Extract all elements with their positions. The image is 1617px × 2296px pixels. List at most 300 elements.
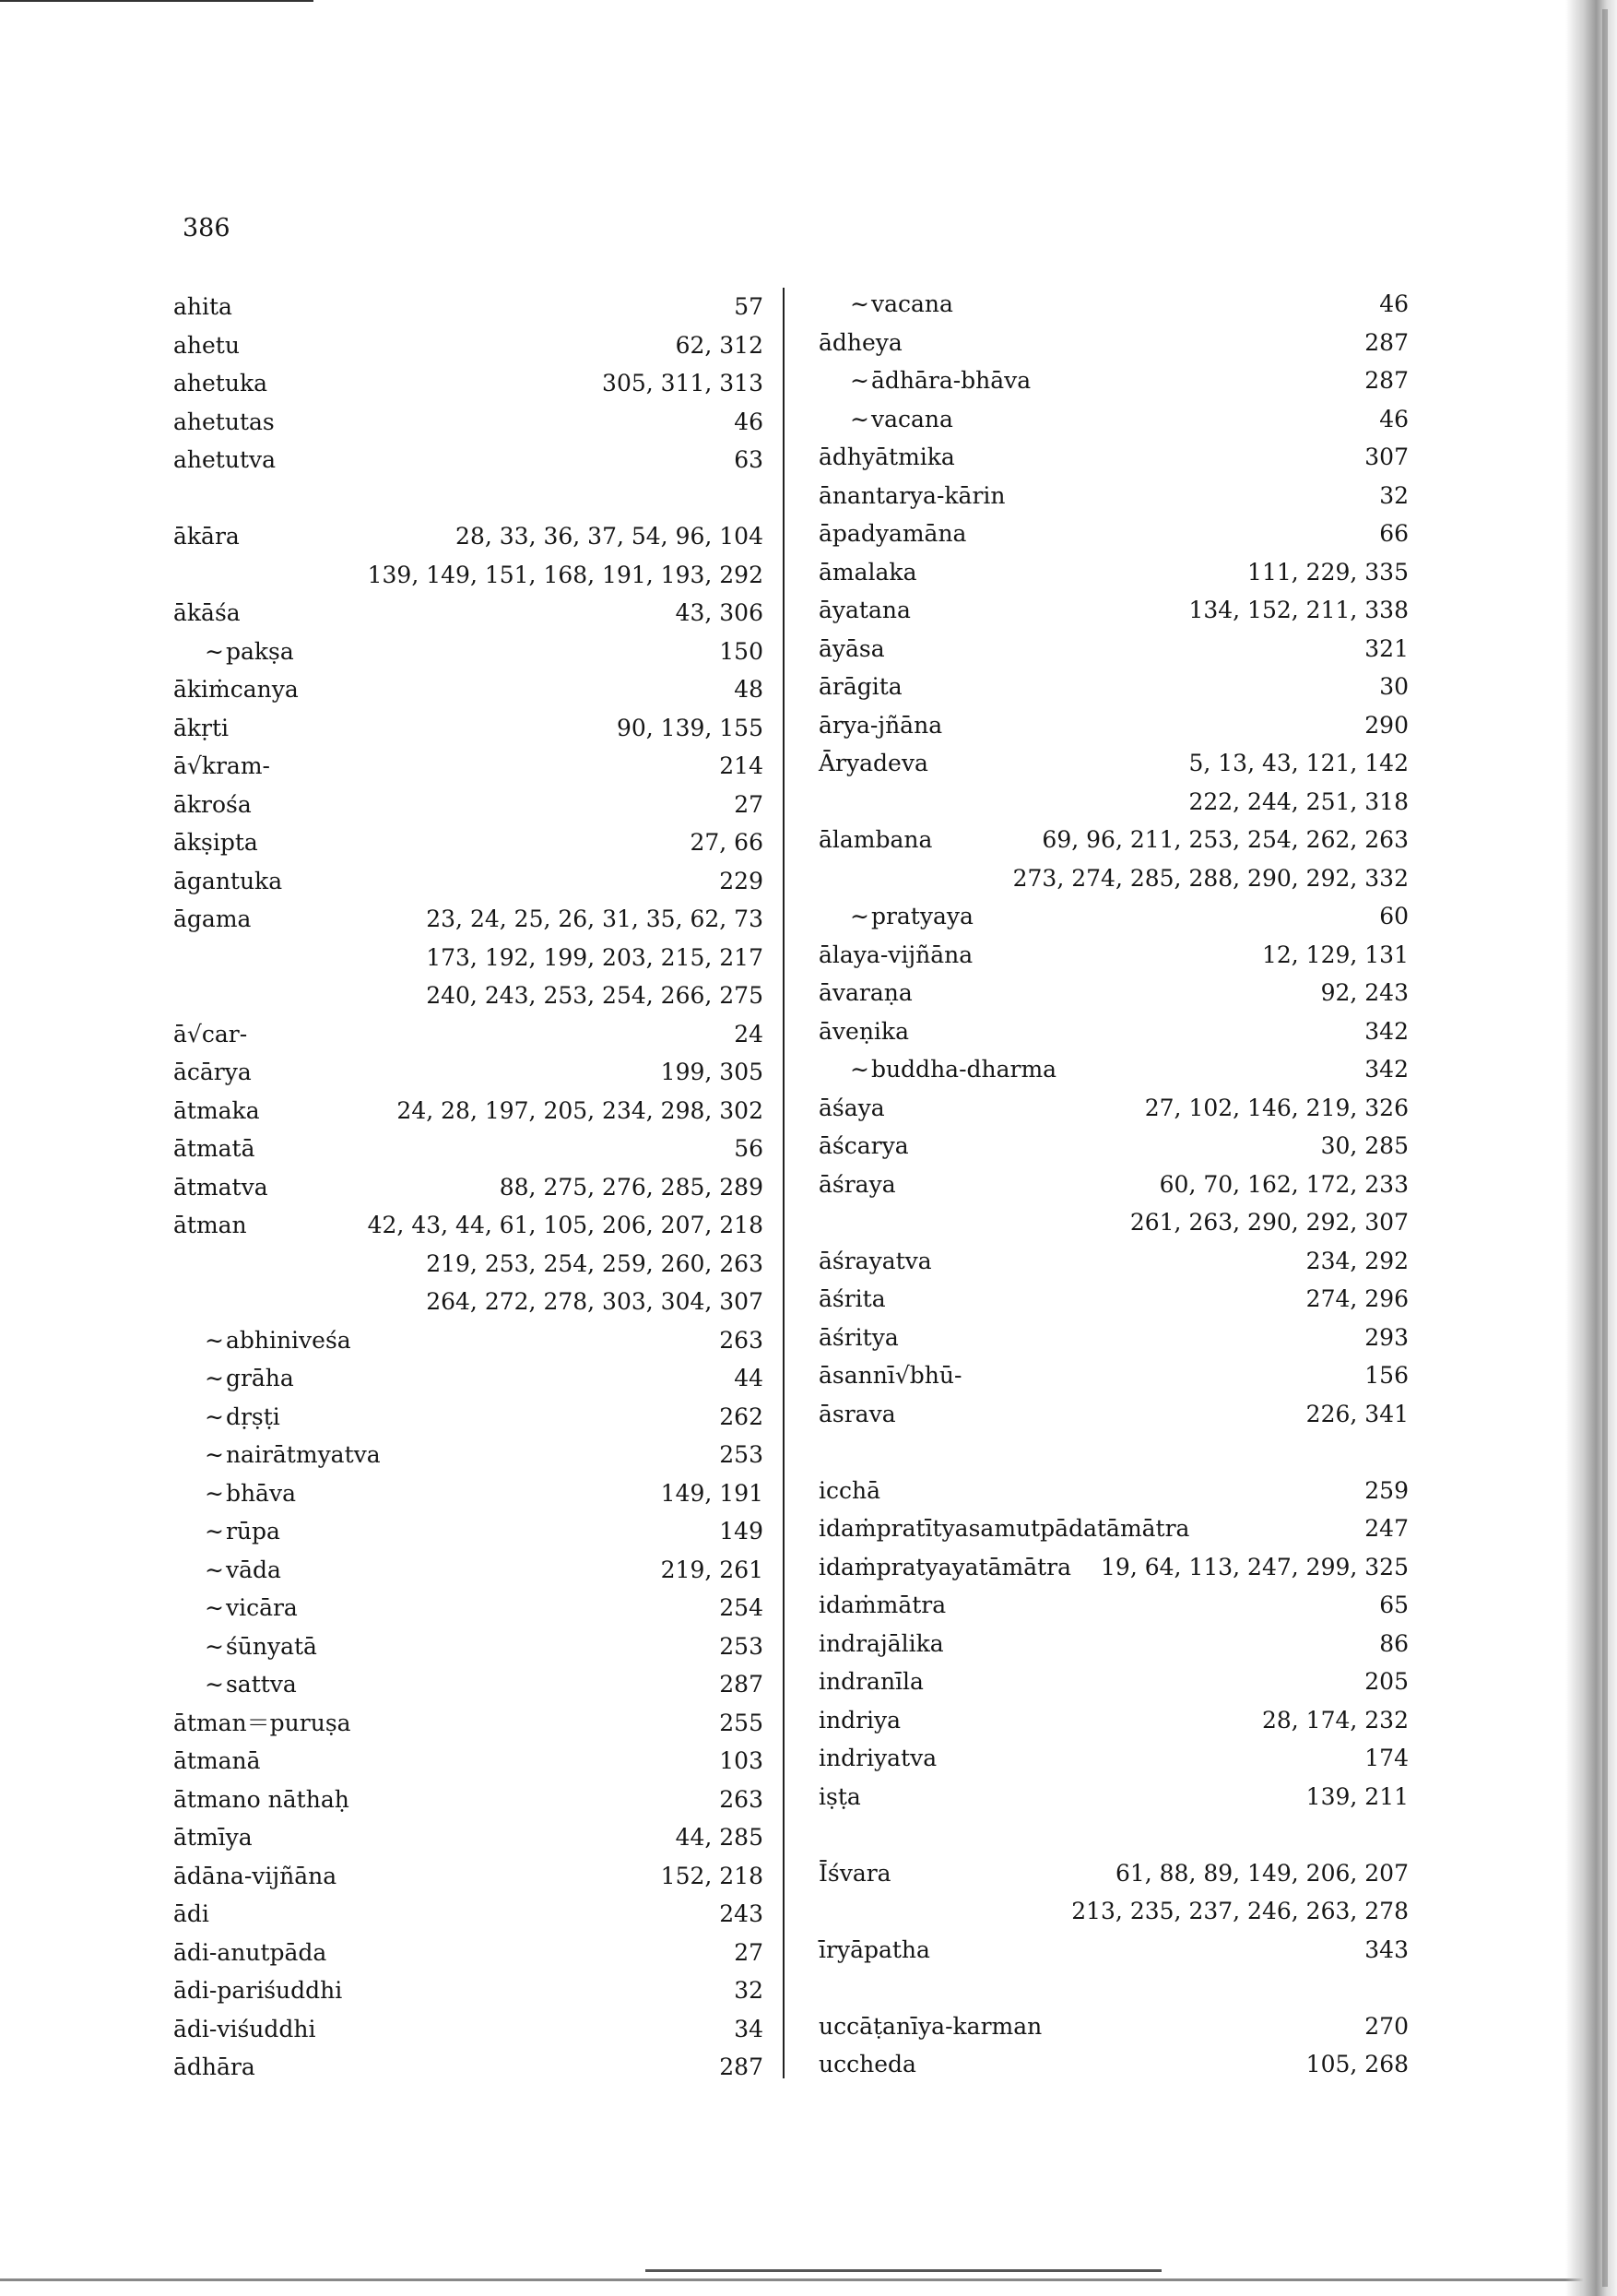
index-entry — [173, 365, 763, 402]
term-text: ādheya — [819, 328, 903, 356]
index-entry — [173, 1858, 763, 1895]
index-entry — [173, 1360, 763, 1397]
index-term — [819, 515, 966, 552]
index-term — [173, 365, 267, 402]
index-term — [819, 2008, 1042, 2045]
index-term — [819, 745, 928, 782]
page-refs: 247 — [1364, 1515, 1409, 1542]
page-refs: 134, 152, 211, 338 — [1188, 597, 1409, 623]
term-text: ahetutas — [173, 408, 275, 435]
index-term — [173, 1896, 209, 1933]
index-entry — [173, 1972, 763, 2009]
index-subterm — [205, 1360, 294, 1397]
page-refs: 274, 296 — [1305, 1285, 1409, 1312]
term-text: icchā — [819, 1476, 881, 1504]
term-text: āśritya — [819, 1323, 899, 1351]
index-subterm — [205, 1590, 298, 1627]
index-term — [173, 404, 275, 441]
term-text: ātmaka — [173, 1096, 260, 1124]
index-term — [173, 442, 276, 479]
index-entry — [819, 707, 1409, 744]
page-number: 386 — [183, 214, 230, 243]
index-entry — [819, 1779, 1409, 1816]
page-refs: 264, 272, 278, 303, 304, 307 — [426, 1288, 763, 1315]
index-term — [173, 2011, 316, 2048]
page-refs: 219, 261 — [660, 1556, 763, 1583]
index-entry — [173, 2011, 763, 2048]
index-term — [819, 975, 913, 1012]
term-text: indranīla — [819, 1668, 924, 1695]
term-text: ahetutva — [173, 446, 277, 473]
index-entry — [819, 784, 1409, 821]
term-text: āveṇika — [819, 1017, 909, 1045]
index-term — [819, 1855, 891, 1892]
index-term — [173, 824, 258, 861]
page-edge-shadow — [1565, 0, 1617, 2296]
index-term — [819, 1357, 962, 1394]
page-refs: 44, 285 — [675, 1824, 763, 1851]
index-subterm — [850, 286, 953, 323]
index-entry — [173, 2049, 763, 2086]
term-text: ātmanā — [173, 1747, 261, 1774]
term-text: idaṁpratītyasamutpādatāmātra — [819, 1515, 1190, 1542]
page-refs: 24, 28, 197, 205, 234, 298, 302 — [396, 1096, 763, 1124]
term-text: ahetu — [173, 331, 240, 359]
index-entry — [819, 937, 1409, 974]
term-text: Īśvara — [819, 1859, 891, 1887]
tilde-mark: ∼ — [205, 1518, 224, 1544]
index-term — [173, 1130, 255, 1167]
index-term — [819, 554, 916, 591]
page-refs: 92, 243 — [1320, 979, 1409, 1006]
index-entry — [819, 1090, 1409, 1127]
index-term — [173, 1781, 349, 1818]
term-text: indriya — [819, 1706, 902, 1734]
tilde-mark: ∼ — [205, 1632, 224, 1660]
tilde-mark: ∼ — [205, 637, 224, 665]
index-entry — [173, 977, 763, 1014]
index-term — [819, 707, 942, 744]
page-refs: 139, 211 — [1305, 1782, 1409, 1810]
index-entry — [173, 940, 763, 976]
term-text: iṣṭa — [819, 1782, 861, 1810]
index-entry — [819, 1396, 1409, 1433]
index-term — [173, 710, 229, 747]
index-subterm — [850, 362, 1031, 399]
index-term — [819, 1740, 937, 1777]
index-entry — [173, 327, 763, 364]
index-entry — [819, 1204, 1409, 1241]
index-entry — [819, 822, 1409, 858]
page-refs: 111, 229, 335 — [1247, 558, 1409, 586]
tilde-mark: ∼ — [850, 405, 869, 432]
page-refs: 173, 192, 199, 203, 215, 217 — [426, 943, 763, 971]
page-refs: 27 — [734, 790, 763, 818]
term-text: ādi-pariśuddhi — [173, 1977, 343, 2004]
index-term — [819, 1626, 944, 1663]
page-refs: 156 — [1364, 1362, 1409, 1389]
page-refs: 213, 235, 237, 246, 263, 278 — [1071, 1898, 1409, 1924]
index-entry — [819, 1320, 1409, 1356]
term-text: ākiṁcanya — [173, 676, 299, 703]
page-refs: 293 — [1364, 1323, 1409, 1351]
index-entry — [819, 401, 1409, 438]
index-entry — [173, 595, 763, 632]
index-term — [173, 748, 270, 785]
index-entry — [819, 1893, 1409, 1930]
index-entry — [173, 863, 763, 900]
index-term — [173, 1016, 247, 1053]
term-text: āścarya — [819, 1132, 909, 1159]
page-refs: 273, 274, 285, 288, 290, 292, 332 — [1012, 864, 1409, 892]
page-refs: 263 — [719, 1326, 763, 1354]
index-term — [819, 937, 973, 974]
index-entry — [819, 898, 1409, 935]
index-term — [173, 1972, 342, 2009]
index-subterm — [850, 1051, 1056, 1088]
term-text: idaṁmātra — [819, 1592, 947, 1618]
index-entry — [173, 1628, 763, 1665]
index-entry — [173, 633, 763, 670]
page-refs: 44 — [734, 1365, 763, 1391]
tilde-mark: ∼ — [850, 290, 869, 317]
term-text: nairātmyatva — [225, 1441, 381, 1468]
page-refs: 46 — [1379, 290, 1409, 317]
index-term — [819, 1510, 1189, 1547]
term-text: ātman — [173, 1212, 247, 1238]
index-term — [819, 1243, 932, 1280]
tilde-mark: ∼ — [205, 1402, 224, 1430]
page-refs: 24 — [734, 1020, 763, 1047]
index-entry — [173, 1513, 763, 1550]
page-refs: 287 — [1364, 328, 1409, 356]
index-entry — [173, 1475, 763, 1512]
term-text: ā√car- — [173, 1020, 248, 1047]
page-refs: 27 — [734, 1938, 763, 1966]
index-entry — [819, 1013, 1409, 1050]
index-subterm — [205, 1399, 280, 1436]
page-refs: 46 — [1379, 405, 1409, 432]
page-refs: 240, 243, 253, 254, 266, 275 — [426, 982, 763, 1009]
index-term — [173, 289, 232, 325]
term-text: ātmano nāthaḥ — [173, 1785, 349, 1813]
page-refs: 88, 275, 276, 285, 289 — [499, 1173, 763, 1201]
page-refs: 261, 263, 290, 292, 307 — [1129, 1209, 1409, 1236]
index-term — [173, 595, 241, 632]
term-text: āśrayatva — [819, 1247, 932, 1274]
term-text: pratyaya — [870, 903, 974, 929]
term-text: āśaya — [819, 1094, 885, 1121]
index-entry — [819, 439, 1409, 476]
index-entry — [819, 1166, 1409, 1203]
term-text: abhiniveśa — [225, 1326, 351, 1354]
term-text: āgantuka — [173, 867, 283, 894]
term-text: bhāva — [225, 1479, 296, 1507]
index-entry — [819, 745, 1409, 782]
index-term — [819, 2046, 916, 2083]
index-entry — [819, 2008, 1409, 2045]
page-refs: 152, 218 — [660, 1862, 763, 1889]
page-refs: 27, 66 — [690, 829, 763, 856]
page-refs: 321 — [1364, 634, 1409, 662]
index-entry — [173, 671, 763, 708]
index-entry — [173, 1743, 763, 1780]
page-refs: 86 — [1379, 1629, 1409, 1657]
page-refs: 42, 43, 44, 61, 105, 206, 207, 218 — [367, 1212, 763, 1238]
index-entry — [173, 1169, 763, 1206]
index-term — [173, 1819, 253, 1856]
index-entry — [173, 1552, 763, 1589]
index-term — [819, 325, 903, 361]
page-refs: 34 — [734, 2015, 763, 2042]
index-entry — [173, 1284, 763, 1320]
page-refs: 149, 191 — [660, 1479, 763, 1507]
term-text: uccāṭanīya-karman — [819, 2012, 1043, 2040]
page-refs: 30 — [1379, 673, 1409, 700]
term-text: indrajālika — [819, 1629, 944, 1657]
term-text: vacana — [870, 290, 953, 317]
page-refs: 253 — [719, 1441, 763, 1468]
term-text: vāda — [225, 1556, 281, 1583]
page-refs: 12, 129, 131 — [1261, 941, 1409, 968]
page-refs: 57 — [734, 293, 763, 320]
index-entry — [173, 557, 763, 594]
term-text: vicāra — [225, 1594, 298, 1621]
index-term — [173, 518, 240, 555]
index-term — [819, 1549, 1071, 1586]
index-entry — [173, 1246, 763, 1283]
term-text: āyatana — [819, 597, 911, 623]
index-entry — [819, 1932, 1409, 1969]
term-text: āmalaka — [819, 558, 917, 586]
index-entry — [173, 787, 763, 823]
index-subterm — [850, 898, 974, 935]
page-refs: 307 — [1364, 444, 1409, 470]
page-refs: 259 — [1364, 1476, 1409, 1504]
index-term — [819, 822, 932, 858]
term-text: dṛṣṭi — [225, 1402, 280, 1430]
index-entry — [819, 478, 1409, 515]
index-term — [173, 863, 282, 900]
index-term — [819, 1013, 909, 1050]
index-entry — [173, 518, 763, 555]
term-text: ānantarya-kārin — [819, 481, 1006, 509]
term-text: ārya-jñāna — [819, 711, 943, 739]
page-refs: 149 — [719, 1518, 763, 1544]
tilde-mark: ∼ — [205, 1671, 224, 1698]
page-refs: 287 — [1364, 367, 1409, 394]
index-term — [819, 1779, 861, 1816]
page-refs: 219, 253, 254, 259, 260, 263 — [426, 1249, 763, 1277]
index-term — [819, 1932, 930, 1969]
index-entry — [819, 860, 1409, 897]
term-text: ā√kram- — [173, 752, 270, 779]
index-subterm — [205, 1666, 297, 1703]
page-refs: 105, 268 — [1305, 2051, 1409, 2077]
term-text: īryāpatha — [819, 1935, 930, 1963]
page-refs: 65 — [1379, 1592, 1409, 1618]
index-entry — [819, 1549, 1409, 1586]
index-entry — [819, 554, 1409, 591]
term-text: ālambana — [819, 826, 933, 853]
page-refs: 28, 33, 36, 37, 54, 96, 104 — [455, 523, 763, 550]
tilde-mark: ∼ — [850, 903, 869, 929]
term-text: ādi-viśuddhi — [173, 2015, 316, 2042]
term-text: āvaraṇa — [819, 979, 913, 1006]
index-entry — [819, 631, 1409, 668]
term-text: ādāna-vijñāna — [173, 1862, 337, 1889]
page-refs: 226, 341 — [1305, 1400, 1409, 1427]
page-refs: 28, 174, 232 — [1261, 1706, 1409, 1734]
term-text: āsrava — [819, 1400, 896, 1427]
page-refs: 255 — [719, 1709, 763, 1736]
index-subterm — [850, 401, 953, 438]
index-term — [173, 2049, 255, 2086]
term-text: idaṁpratyayatāmātra — [819, 1553, 1072, 1580]
page-refs: 30, 285 — [1320, 1132, 1409, 1159]
index-entry — [819, 1740, 1409, 1777]
term-text: vacana — [870, 405, 953, 432]
page-refs: 342 — [1364, 1017, 1409, 1045]
term-text: ahita — [173, 293, 232, 320]
page-refs: 343 — [1364, 1935, 1409, 1963]
index-entry — [819, 975, 1409, 1012]
index-entry — [173, 1819, 763, 1856]
index-term — [819, 1128, 909, 1165]
page-refs: 32 — [1379, 481, 1409, 509]
tilde-mark: ∼ — [205, 1441, 224, 1468]
index-term — [819, 1166, 896, 1203]
index-entry — [173, 1896, 763, 1933]
tilde-mark: ∼ — [205, 1365, 224, 1391]
index-entry — [819, 286, 1409, 323]
index-entry — [173, 404, 763, 441]
page-refs: 150 — [719, 637, 763, 665]
index-term — [173, 327, 240, 364]
index-term — [819, 439, 955, 476]
term-text: ākrośa — [173, 790, 252, 818]
term-text: āpadyamāna — [819, 520, 967, 547]
index-term — [819, 1281, 886, 1318]
tilde-mark: ∼ — [205, 1594, 224, 1621]
term-text: ākṛti — [173, 714, 230, 741]
index-term — [173, 1054, 252, 1091]
page-refs: 69, 96, 211, 253, 254, 262, 263 — [1042, 826, 1409, 853]
index-term — [173, 1858, 336, 1895]
page-refs: 270 — [1364, 2012, 1409, 2040]
term-text: uccheda — [819, 2051, 916, 2077]
page-refs: 27, 102, 146, 219, 326 — [1144, 1094, 1409, 1121]
page-refs: 66 — [1379, 520, 1409, 547]
index-subterm — [205, 1552, 281, 1589]
page-refs: 139, 149, 151, 168, 191, 193, 292 — [367, 561, 763, 588]
index-term — [819, 1396, 896, 1433]
index-entry — [819, 1128, 1409, 1165]
term-text: Āryadeva — [819, 750, 928, 776]
page-refs: 23, 24, 25, 26, 31, 35, 62, 73 — [426, 905, 763, 932]
index-entry — [173, 1016, 763, 1053]
page-refs: 262 — [719, 1402, 763, 1430]
page-refs: 48 — [734, 676, 763, 703]
term-text: ārāgita — [819, 673, 903, 700]
term-text: ādhāra-bhāva — [870, 367, 1032, 394]
term-text: ādi — [173, 1900, 209, 1927]
index-entry — [819, 1855, 1409, 1892]
term-text: ātman＝puruṣa — [173, 1709, 351, 1736]
index-entry — [819, 1473, 1409, 1509]
index-subterm — [205, 1475, 296, 1512]
page-refs: 62, 312 — [675, 331, 763, 359]
term-text: śūnyatā — [225, 1632, 317, 1660]
page-refs: 254 — [719, 1594, 763, 1621]
page-refs: 253 — [719, 1632, 763, 1660]
index-term — [819, 631, 885, 668]
page-refs: 342 — [1364, 1056, 1409, 1083]
term-text: grāha — [225, 1365, 294, 1391]
term-text: rūpa — [225, 1518, 280, 1544]
tilde-mark: ∼ — [850, 1056, 869, 1083]
scan-edge-bottom — [0, 2278, 1617, 2281]
index-subterm — [205, 633, 294, 670]
index-term — [173, 1935, 326, 1971]
index-entry — [173, 748, 763, 785]
tilde-mark: ∼ — [850, 367, 869, 394]
index-entry — [819, 1587, 1409, 1624]
term-text: ādhyātmika — [819, 444, 955, 470]
page-refs: 60 — [1379, 903, 1409, 929]
index-entry — [173, 1054, 763, 1091]
index-subterm — [205, 1437, 381, 1473]
tilde-mark: ∼ — [205, 1326, 224, 1354]
index-entry — [173, 1322, 763, 1359]
index-entry — [819, 1051, 1409, 1088]
scan-edge-top — [0, 0, 313, 2]
page-refs: 263 — [719, 1785, 763, 1813]
page-refs: 5, 13, 43, 121, 142 — [1188, 750, 1409, 776]
page-refs: 199, 305 — [660, 1059, 763, 1085]
index-entry — [819, 1663, 1409, 1700]
index-entry — [173, 1130, 763, 1167]
term-text: ācārya — [173, 1059, 252, 1085]
index-term — [173, 787, 252, 823]
index-term — [173, 1705, 351, 1742]
index-subterm — [205, 1322, 351, 1359]
page-refs: 60, 70, 162, 172, 233 — [1159, 1170, 1409, 1198]
page-refs: 234, 292 — [1305, 1247, 1409, 1274]
index-entry — [819, 2046, 1409, 2083]
index-entry — [819, 669, 1409, 705]
index-entry — [819, 1243, 1409, 1280]
index-term — [819, 1320, 899, 1356]
page-refs: 287 — [719, 2053, 763, 2080]
index-term — [173, 1093, 260, 1130]
term-text: indriyatva — [819, 1745, 938, 1771]
index-entry — [819, 1281, 1409, 1318]
index-term — [819, 1663, 924, 1700]
term-text: ālaya-vijñāna — [819, 941, 974, 968]
index-entry — [173, 1935, 763, 1971]
index-term — [819, 1090, 885, 1127]
tilde-mark: ∼ — [205, 1479, 224, 1507]
index-entry — [173, 824, 763, 861]
term-text: sattva — [225, 1671, 297, 1698]
term-text: āśraya — [819, 1170, 896, 1198]
page-refs: 46 — [734, 408, 763, 435]
page-refs: 222, 244, 251, 318 — [1188, 787, 1409, 815]
index-entry — [819, 325, 1409, 361]
index-entry — [173, 1705, 763, 1742]
index-entry — [819, 362, 1409, 399]
